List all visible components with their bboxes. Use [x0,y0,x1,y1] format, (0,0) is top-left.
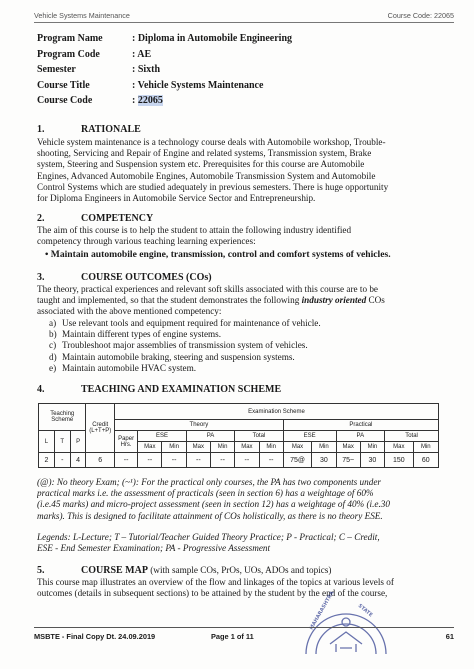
course-info-block [37,33,437,111]
table-header-row [39,404,439,420]
table-cell: -- [235,453,259,468]
list-item [37,340,432,351]
table-row [39,453,439,468]
text-line: shooting, Servicing and Repair of Engine and related systems, Transmission system, Brake [37,148,372,159]
text-line: The theory, practical experiences and relevant soft skills associated with this course are to be [37,284,378,294]
table-cell: 75~ [336,453,360,468]
info-row [37,80,437,96]
section-title-tail: (with sample COs, PrOs, UOs, ADOs and topics) [147,565,332,575]
table-cell: 30 [360,453,384,468]
info-value-prefix: : [132,95,138,107]
footer-page-number: Page 1 of 11 [211,632,254,641]
header-cell: Min [162,442,186,453]
header-cell: Max [336,442,360,453]
header-cell: Min [413,442,438,453]
table-cell: 75@ [283,453,311,468]
table-cell: 60 [413,453,438,468]
text-line: Vehicle system maintenance is a technology course deals with Automobile workshop, Trouble- [37,137,386,147]
info-key: Semester [37,64,76,76]
list-text: Maintain different types of engine systems. [62,329,222,340]
emphasis-text: industry oriented [301,295,367,306]
table-cell: -- [259,453,283,468]
table-cell: 2 [39,453,55,468]
info-value: : Vehicle Systems Maintenance [132,79,264,91]
text-line: The aim of this course is to help the student to attain the following industry identified [37,225,352,235]
header-cell: Min [210,442,234,453]
text-line: competency through various teaching learning experiences: [37,236,256,247]
section-title: TEACHING AND EXAMINATION SCHEME [81,384,282,395]
scheme-note [37,477,432,522]
header-cell: ESE [283,431,336,442]
list-text: Maintain automobile braking, steering and suspension systems. [62,351,295,362]
header-cell: PA [186,431,235,442]
list-marker: c) [49,340,57,351]
list-marker: a) [49,318,57,328]
section-heading-rationale [37,124,141,135]
running-header [34,9,454,23]
table-cell: - [54,453,70,468]
info-key: Course Code [37,95,93,107]
list-item [37,352,432,363]
header-title: Vehicle Systems Maintenance [34,11,130,20]
table-cell: -- [210,453,234,468]
header-cell: Min [312,442,336,453]
section-title: COMPETENCY [81,213,154,224]
list-item [37,363,432,374]
info-value: : Sixth [132,64,161,76]
info-value: : AE [132,48,152,60]
info-value: : Diploma in Automobile Engineering [132,33,293,44]
header-cell: Max [186,442,210,453]
table-cell: -- [162,453,186,468]
header-cell: Credit (L+T+P) [86,404,114,453]
svg-text:MAHARASHTRA: MAHARASHTRA [308,590,336,631]
section-heading-outcomes [37,272,212,283]
header-cell: Total [385,431,439,442]
text-line [37,295,432,306]
header-cell: Max [385,442,413,453]
section-number: 3. [37,272,45,283]
header-cell: Teaching Scheme [39,404,86,431]
course-outcomes-list [37,318,432,374]
section-number: 2. [37,213,45,224]
list-marker: d) [49,351,57,362]
table-cell: 4 [70,453,86,468]
section-title: COURSE OUTCOMES (COs) [81,272,212,283]
table-cell: -- [138,453,162,468]
header-cell: ESE [138,431,187,442]
text-line: system, Steering and Suspension system etc. Prerequisites for this course are Automobile [37,159,365,170]
table-cell: 30 [312,453,336,468]
section-heading-scheme [37,384,281,395]
section-number: 5. [37,565,45,576]
text-line: Engines, Advanced Automobile Engines, Automobile Transmission System and Automobile [37,170,376,181]
text-run: taught and implemented, so that the student demonstrates the following [37,295,302,306]
info-row [37,95,437,111]
list-item [37,318,432,329]
info-key: Program Name [37,33,103,44]
text-line: practical marks i.e. the assessment of practicals (seen in section 6) has a weightage of 60% [37,488,374,499]
competency-bullet: • Maintain automobile engine, transmission, control and comfort systems of vehicles. [45,249,391,260]
svg-text:STATE: STATE [356,602,374,619]
competency-text: Maintain automobile engine, transmission, control and comfort systems of vehicles. [50,249,391,260]
info-row [37,64,437,80]
info-key: Course Title [37,79,90,91]
teaching-examination-table [38,403,439,468]
text-line: This course map illustrates an overview of the flow and linkages of the topics at various levels of [37,577,394,587]
table-cell: -- [186,453,210,468]
section-heading-course-map [37,565,331,576]
text-line: outcomes (details in subsequent sections) to be attained by the student by the end of the course, [37,588,388,599]
header-cell: Paper Hrs. [114,431,137,453]
header-cell: Max [235,442,259,453]
text-line: marks). This is designed to facilitate attainment of COs holistically, as there is no theory ESE. [37,510,383,521]
list-marker: e) [49,362,57,373]
header-cell: T [54,431,70,453]
list-item [37,329,432,340]
footer-left: MSBTE - Final Copy Dt. 24.09.2019 [34,632,156,641]
info-key: Program Code [37,48,100,60]
header-cell: P [70,431,86,453]
list-text: Use relevant tools and equipment required for maintenance of vehicle. [62,318,321,328]
header-cell: Min [360,442,384,453]
info-row [37,33,437,49]
header-cell: Min [259,442,283,453]
header-cell: Max [138,442,162,453]
section-title: COURSE MAP [81,565,148,576]
table-cell: -- [114,453,137,468]
section-number: 4. [37,384,45,395]
text-line: ESE - End Semester Examination; PA - Progressive Assessment [37,543,271,554]
table-cell: 6 [86,453,114,468]
text-line: associated with the above mentioned competency: [37,306,222,317]
header-cell: Max [283,442,311,453]
text-line: (@): No theory Exam; (~¹): For the practical only courses, the PA has two components under [37,477,381,487]
section-heading-competency [37,213,153,224]
header-cell: PA [336,431,385,442]
section-title: RATIONALE [81,124,141,135]
text-run: COs [366,295,385,306]
list-text: Troubleshoot major assemblies of transmission system of vehicles. [62,340,308,351]
header-cell: L [39,431,55,453]
institution-seal-stamp [300,586,392,656]
rationale-paragraph [37,137,432,204]
list-text: Maintain automobile HVAC system. [62,362,197,373]
header-cell: Practical [283,420,438,431]
footer-right: 61 [445,632,454,641]
info-row [37,49,437,65]
info-value [132,95,163,106]
text-line: for Diploma Engineers in Automobile Service Sector and Entrepreneurship. [37,192,316,203]
text-line: (i.e.45 marks) and micro-project assessment (seen in section 12) has a weightage of 40% (i.e.30 [37,499,390,510]
header-course-code: Course Code: 22065 [387,11,454,20]
header-cell: Examination Scheme [114,404,438,420]
legend-note [37,532,432,554]
highlighted-course-code: 22065 [137,95,163,107]
table-cell: 150 [385,453,413,468]
text-line: Control Systems which are studied adequately in previous semesters. There is huge opportunity [37,181,389,192]
outcomes-intro [37,284,432,318]
section-number: 1. [37,124,45,135]
header-cell: Theory [114,420,283,431]
page-footer [34,627,454,643]
header-cell: Total [235,431,284,442]
text-line: Legends: L-Lecture; T – Tutorial/Teacher Guided Theory Practice; P - Practical; C – Credit, [37,532,380,542]
list-marker: b) [49,329,57,340]
competency-paragraph [37,225,432,247]
